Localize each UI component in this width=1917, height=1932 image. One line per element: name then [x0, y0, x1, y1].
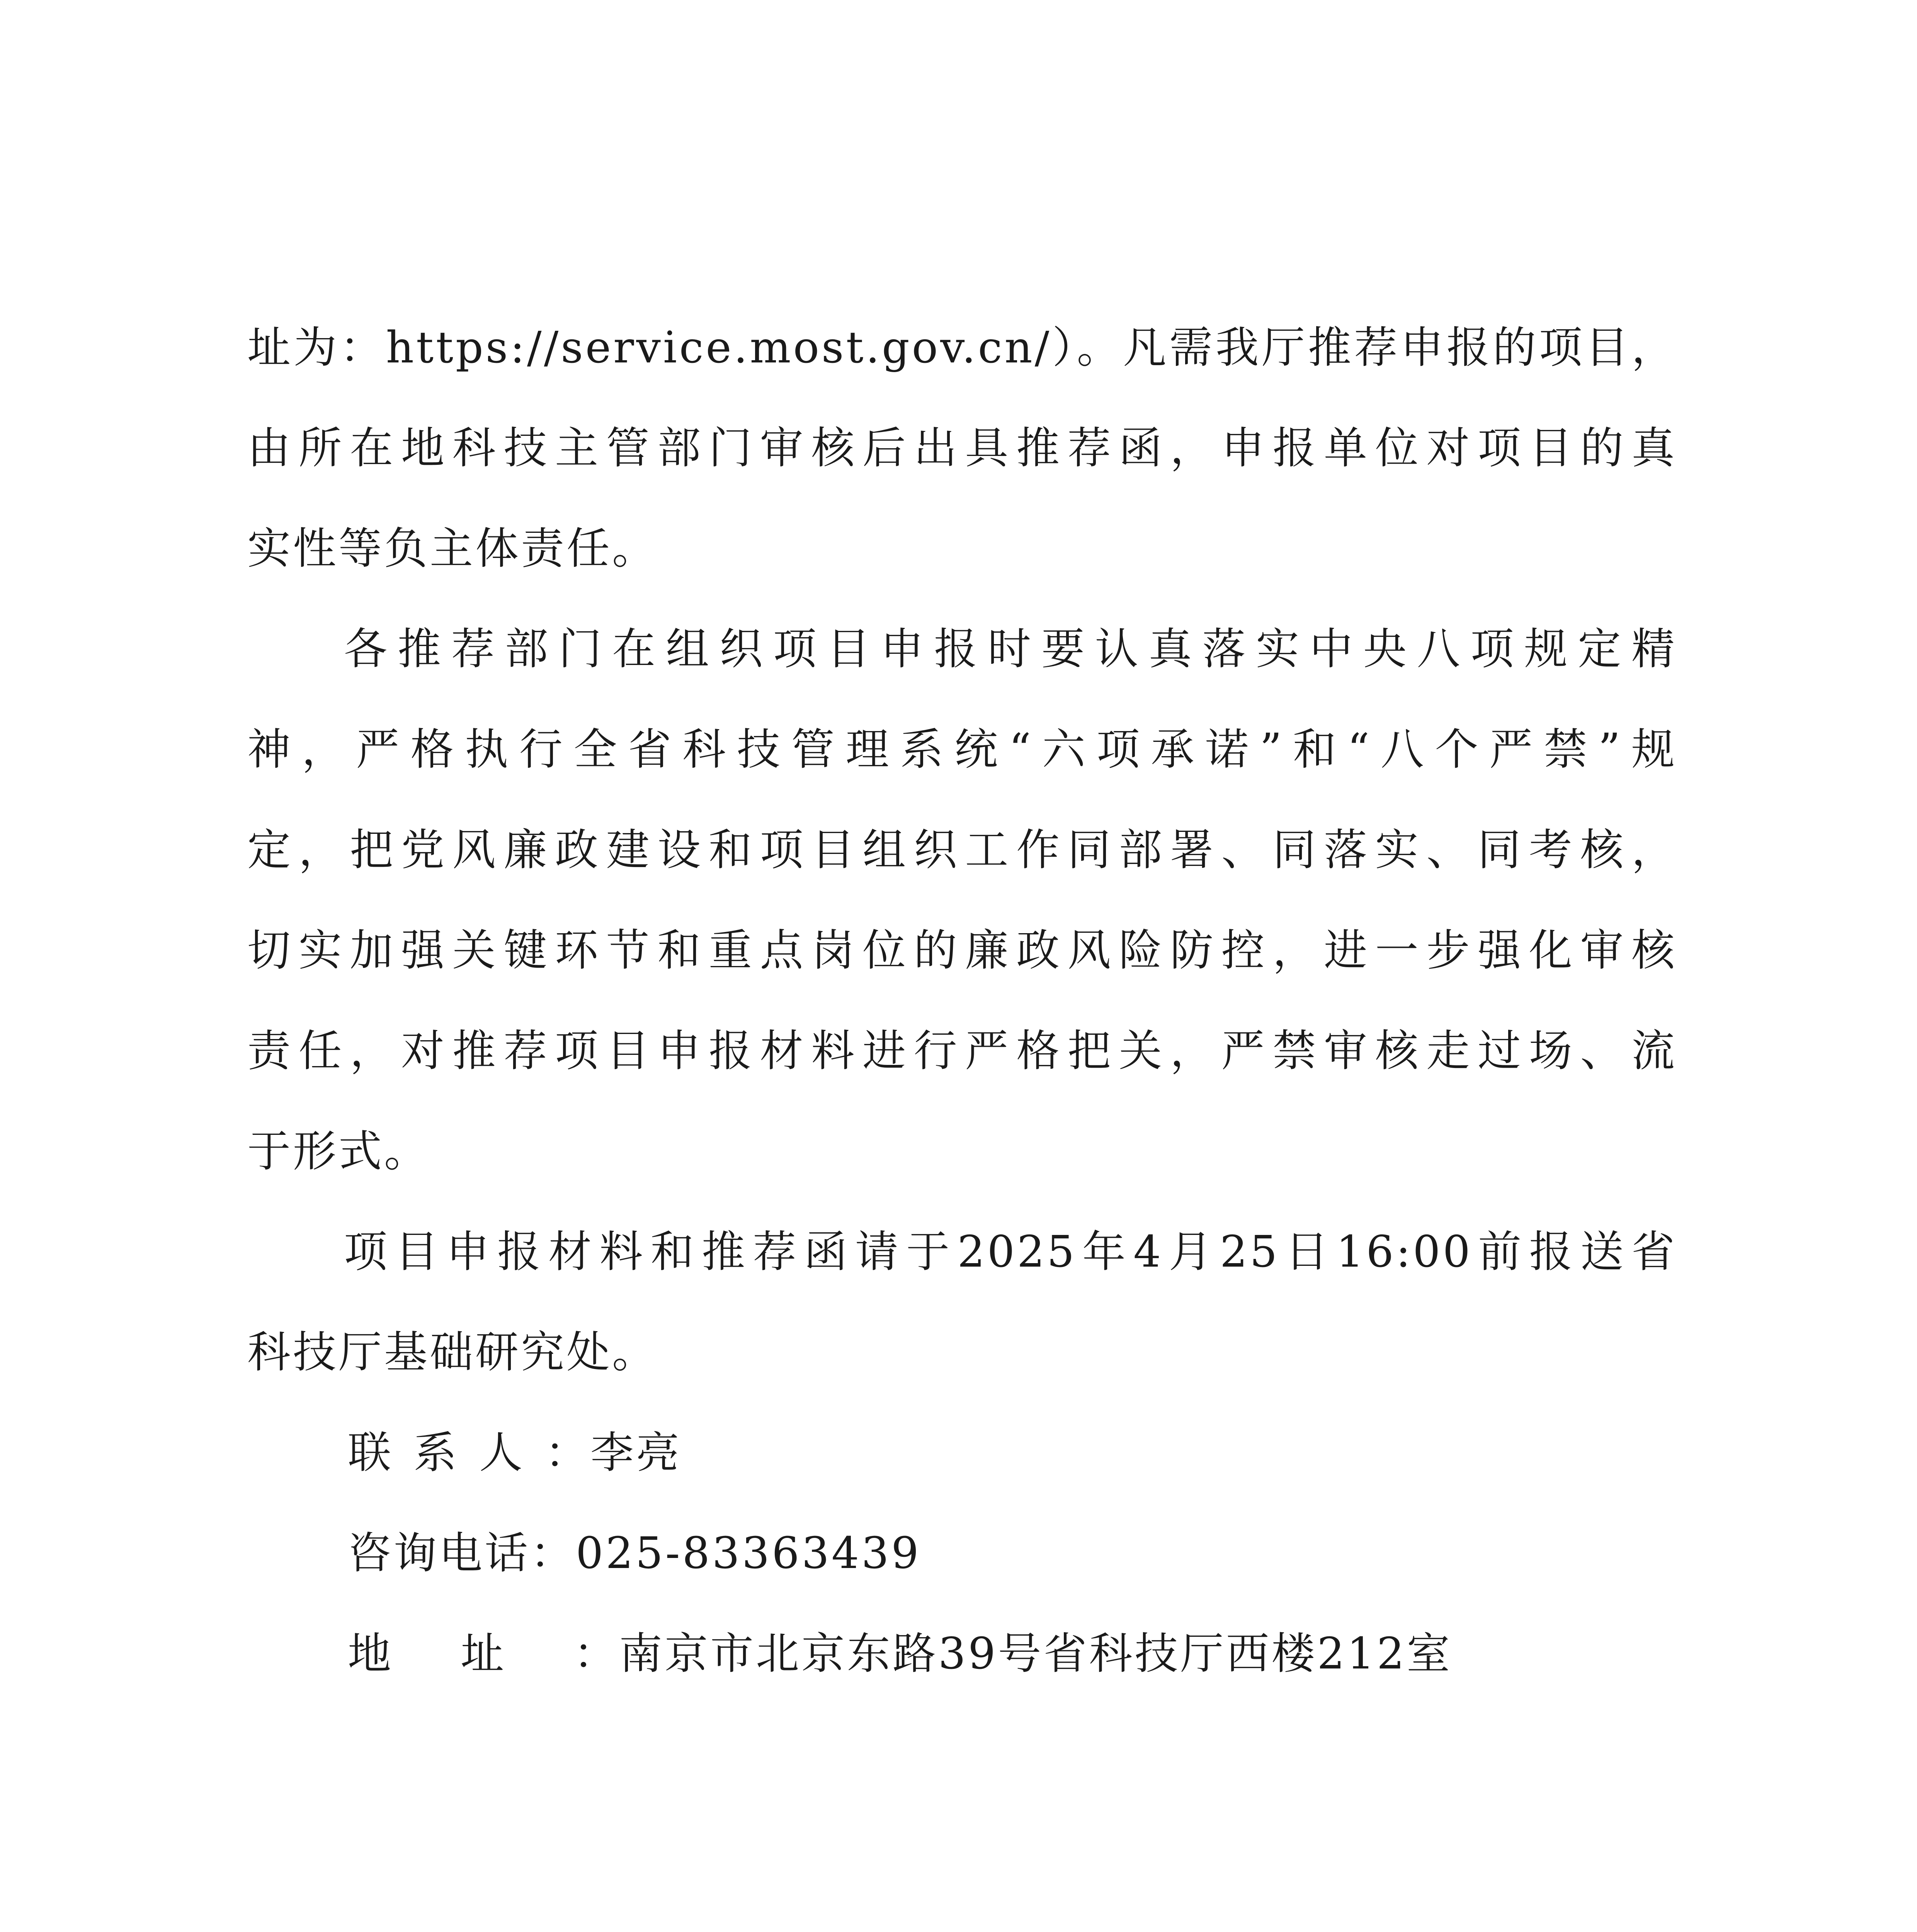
contact-phone: [348, 1522, 921, 1584]
paragraph-1-line-2: 由所在地科技主管部门审核后出具推荐函，申报单位对项目的真: [247, 423, 1677, 473]
contact-person: [348, 1422, 682, 1484]
paragraph-2-line-6: 于形式。: [247, 1126, 430, 1177]
paragraph-2-line-4: 切实加强关键环节和重点岗位的廉政风险防控，进一步强化审核: [247, 925, 1677, 976]
paragraph-1-line-1: 址为：https://service.most.gov.cn/）。凡需我厅推荐申报的项目，: [247, 323, 1677, 373]
paragraph-2-line-1: 各推荐部门在组织项目申报时要认真落实中央八项规定精: [344, 624, 1677, 674]
paragraph-2-line-5: 责任，对推荐项目申报材料进行严格把关，严禁审核走过场、流: [247, 1026, 1677, 1076]
paragraph-2-line-3: 定，把党风廉政建设和项目组织工作同部署、同落实、同考核，: [247, 825, 1677, 875]
contact-address-value: 南京市北京东路39号省科技厅西楼212室: [619, 1629, 1453, 1679]
contact-address: [348, 1623, 1452, 1685]
paragraph-2-line-2: 神，严格执行全省科技管理系统“六项承诺”和“八个严禁”规: [247, 724, 1677, 775]
paragraph-1-line-3: 实性等负主体责任。: [247, 524, 658, 574]
contact-address-separator: ：: [573, 1629, 619, 1679]
contact-person-separator: ：: [545, 1428, 590, 1478]
contact-person-label: 联系人: [348, 1428, 545, 1478]
contact-person-value: 李亮: [590, 1428, 682, 1478]
contact-phone-separator: ：: [530, 1528, 576, 1578]
contact-address-label: 地址: [348, 1629, 573, 1679]
contact-phone-label: 咨询电话: [348, 1528, 530, 1578]
contact-phone-value: 025-83363439: [576, 1528, 921, 1578]
paragraph-3-line-2: 科技厅基础研究处。: [247, 1327, 658, 1378]
paragraph-3-line-1: 项目申报材料和推荐函请于2025年4月25日16:00前报送省: [344, 1227, 1677, 1277]
